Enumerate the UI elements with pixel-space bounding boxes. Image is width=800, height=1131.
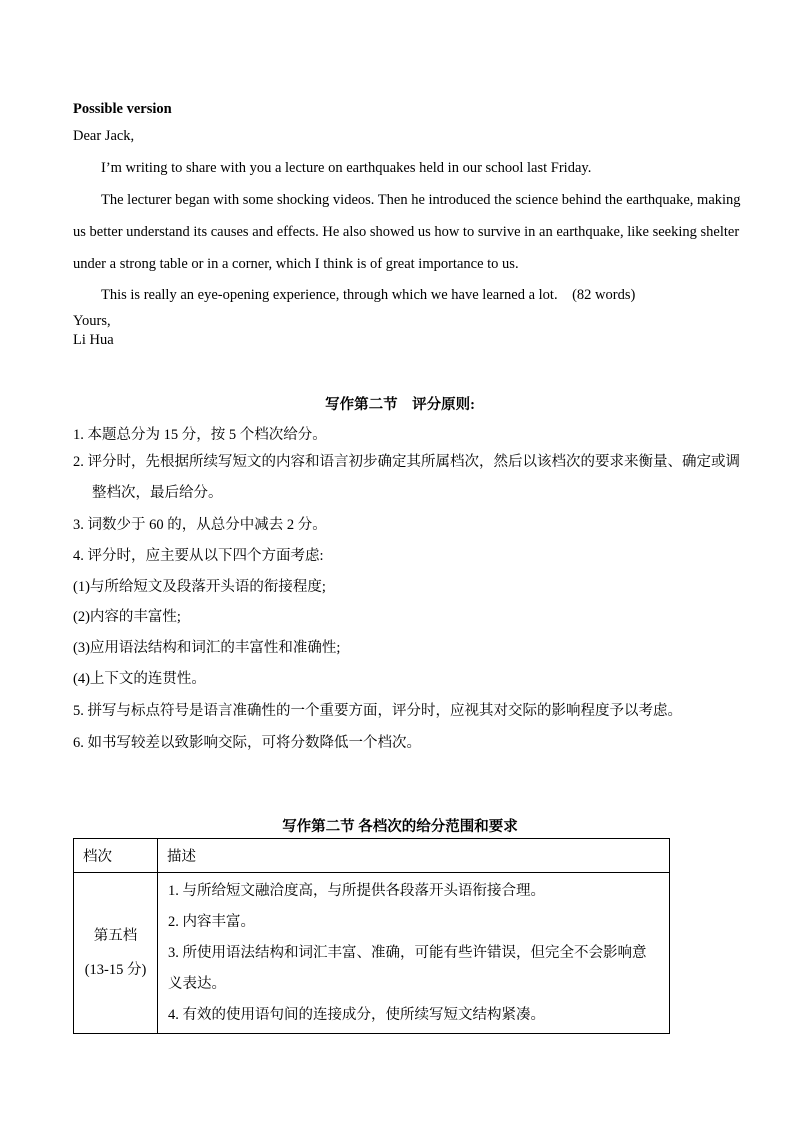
letter-salutation: Dear Jack, <box>73 128 135 144</box>
principle-item-3: 3. 词数少于 60 的，从总分中减去 2 分。 <box>73 517 327 533</box>
letter-heading: Possible version <box>73 101 172 117</box>
principle-sub-3: (3)应用语法结构和词汇的丰富性和准确性; <box>73 640 341 656</box>
letter-paragraph-1: I’m writing to share with you a lecture on earthquakes held in our school last Friday. <box>101 160 592 176</box>
grade-table-header-row <box>74 839 670 873</box>
letter-paragraph-2-line-3: under a strong table or in a corner, which I think is of great importance to us. <box>73 256 519 272</box>
letter-paragraph-2-line-2: us better understand its causes and effects. He also showed us how to survive in an earthquake, like seeking shelter <box>73 224 740 240</box>
table-row <box>74 873 670 1034</box>
level-name: 第五档 <box>93 928 138 944</box>
letter-signature: Li Hua <box>73 332 114 348</box>
principle-item-6: 6. 如书写较差以致影响交际，可将分数降低一个档次。 <box>73 735 421 751</box>
principle-sub-4: (4)上下文的连贯性。 <box>73 671 206 687</box>
letter-paragraph-3 <box>101 287 635 304</box>
description-cell <box>158 873 670 1034</box>
description-item-2: 2. 内容丰富。 <box>168 914 255 930</box>
letter-paragraph-2-line-1: The lecturer began with some shocking videos. Then he introduced the science behind the earthquake, making <box>101 192 741 208</box>
principle-item-4: 4. 评分时，应主要从以下四个方面考虑: <box>73 548 324 564</box>
principle-item-1: 1. 本题总分为 15 分，按 5 个档次给分。 <box>73 427 327 443</box>
description-item-1: 1. 与所给短文融洽度高，与所提供各段落开头语衔接合理。 <box>168 883 545 899</box>
header-level: 档次 <box>74 839 158 873</box>
grade-table-title: 写作第二节 各档次的给分范围和要求 <box>282 819 518 835</box>
level-cell <box>74 873 158 1034</box>
principle-item-2: 2. 评分时，先根据所续写短文的内容和语言初步确定其所属档次，然后以该档次的要求来衡量、确定或调 <box>73 454 740 470</box>
description-item-3: 3. 所使用语法结构和词汇丰富、准确，可能有些许错误，但完全不会影响意义表达。 <box>168 945 647 992</box>
grade-table <box>73 838 670 1034</box>
principle-sub-1: (1)与所给短文及段落开头语的衔接程度; <box>73 579 326 595</box>
principle-item-2-cont: 整档次，最后给分。 <box>92 485 223 501</box>
principle-item-5: 5. 拼写与标点符号是语言准确性的一个重要方面，评分时，应视其对交际的影响程度予以考虑。 <box>73 703 682 719</box>
word-count: (82 words) <box>572 287 636 303</box>
letter-paragraph-3-text: This is really an eye-opening experience, through which we have learned a lot. <box>101 287 558 303</box>
principle-sub-2: (2)内容的丰富性; <box>73 609 181 625</box>
level-range: (13-15 分) <box>84 962 147 978</box>
header-description: 描述 <box>158 839 670 873</box>
principles-title: 写作第二节 评分原则: <box>325 397 475 413</box>
letter-closing: Yours, <box>73 313 111 329</box>
description-item-4: 4. 有效的使用语句间的连接成分，使所续写短文结构紧凑。 <box>168 1007 545 1023</box>
